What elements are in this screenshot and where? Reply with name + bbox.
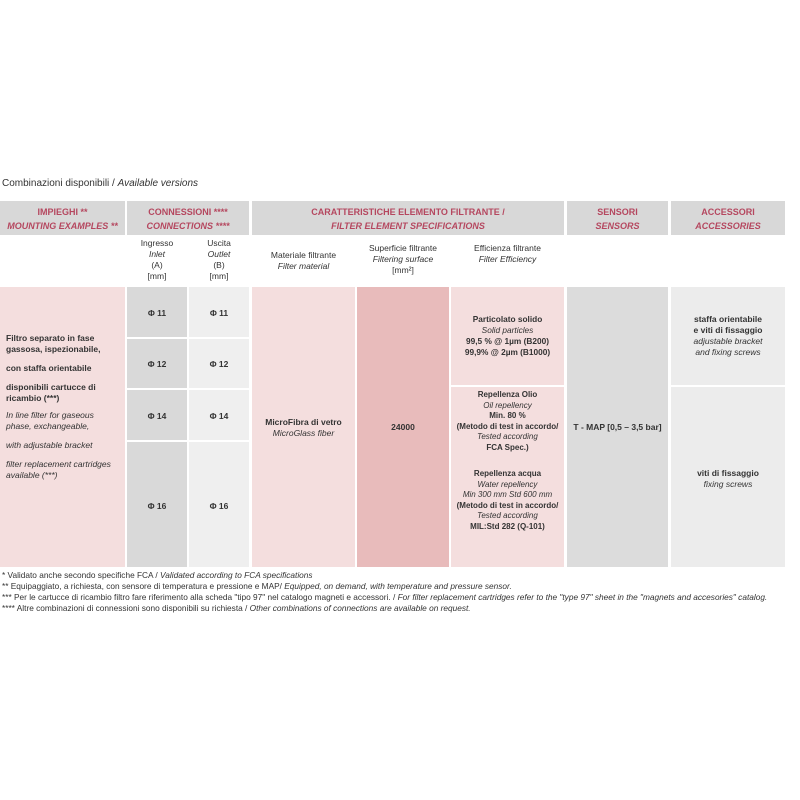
material-value: MicroFibra di vetro MicroGlass fiber bbox=[265, 417, 342, 438]
inlet-value: Φ 11 bbox=[147, 308, 167, 318]
efficiency-divider bbox=[451, 385, 564, 387]
header-accessori-label: ACCESSORI ACCESSORIES bbox=[695, 207, 761, 231]
inlet-value: Φ 16 bbox=[147, 501, 167, 511]
subheader-superficie: Superficie filtrante Filtering surface [mm²] bbox=[368, 243, 438, 275]
inlet-value: Φ 12 bbox=[147, 359, 167, 369]
outlet-value: Φ 12 bbox=[209, 359, 229, 369]
conn-divider bbox=[127, 337, 249, 339]
section-title: Combinazioni disponibili / Available versions bbox=[2, 178, 199, 189]
outlet-column bbox=[189, 287, 249, 567]
accessory-divider bbox=[671, 385, 785, 387]
accessory-screws: viti di fissaggio fixing screws bbox=[697, 468, 759, 489]
footnote: **** Altre combinazioni di connessioni sono disponibili su richiesta / Other combinations of connections are available on request. bbox=[2, 603, 471, 613]
footnote: ** Equipaggiato, a richiesta, con sensore di temperatura e pressione e MAP/ Equipped, on demand, with temperature and pressure sensor. bbox=[2, 581, 512, 591]
subheader-ingresso: Ingresso Inlet (A) [mm] bbox=[140, 238, 174, 281]
surface-value: 24000 bbox=[391, 422, 415, 432]
outlet-value: Φ 16 bbox=[209, 501, 229, 511]
header-caratteristiche-label: CARATTERISTICHE ELEMENTO FILTRANTE / FILTER ELEMENT SPECIFICATIONS bbox=[311, 207, 505, 231]
footnotes bbox=[2, 570, 798, 614]
header-connessioni-label: CONNESSIONI **** CONNECTIONS **** bbox=[146, 207, 230, 231]
mounting-text: Filtro separato in fase gassosa, ispezionabile, con staffa orientabile disponibili cartucce di ricambio (***) In line filter for gaseous phase, exchangeable, with adjustable bracket filter replacement cartridges available (***) bbox=[6, 333, 111, 480]
efficiency-solid: Particolato solido Solid particles 99,5 % @ 1µm (B200) 99,9% @ 2µm (B1000) bbox=[464, 314, 551, 357]
subheader-materiale: Materiale filtrante Filter material bbox=[270, 250, 337, 271]
footnote: *** Per le cartucce di ricambio filtro fare riferimento alla scheda "tipo 97" nel catalogo magneti e accessori. / For filter replacement cartridges refer to the "type 97" sheet in the "magnets and accesories" catalog. bbox=[2, 592, 768, 602]
outlet-value: Φ 14 bbox=[209, 411, 229, 421]
outlet-value: Φ 11 bbox=[209, 308, 229, 318]
accessory-bracket: staffa orientabile e viti di fissaggio adjustable bracket and fixing screws bbox=[693, 314, 763, 357]
inlet-column bbox=[127, 287, 187, 567]
header-sensori-label: SENSORI SENSORS bbox=[595, 207, 640, 231]
conn-divider bbox=[127, 440, 249, 442]
footnote: * Validato anche secondo specifiche FCA / Validated according to FCA specifications bbox=[2, 570, 313, 580]
subheader-uscita: Uscita Outlet (B) [mm] bbox=[207, 238, 231, 281]
sensor-value: T - MAP [0,5 – 3,5 bar] bbox=[573, 422, 662, 432]
header-impieghi-label: IMPIEGHI ** MOUNTING EXAMPLES ** bbox=[7, 207, 118, 231]
conn-divider bbox=[127, 388, 249, 390]
inlet-value: Φ 14 bbox=[147, 411, 167, 421]
efficiency-oil: Repellenza Olio Oil repellency Min. 80 % (Metodo di test in accordo/ Tested according FCA Spec.) bbox=[456, 390, 559, 452]
efficiency-water: Repellenza acqua Water repellency Min 300 mm Std 600 mm (Metodo di test in accordo/ Tested according MIL:Std 282 (Q-101) bbox=[456, 469, 559, 531]
subheader-efficienza: Efficienza filtrante Filter Efficiency bbox=[474, 243, 541, 264]
